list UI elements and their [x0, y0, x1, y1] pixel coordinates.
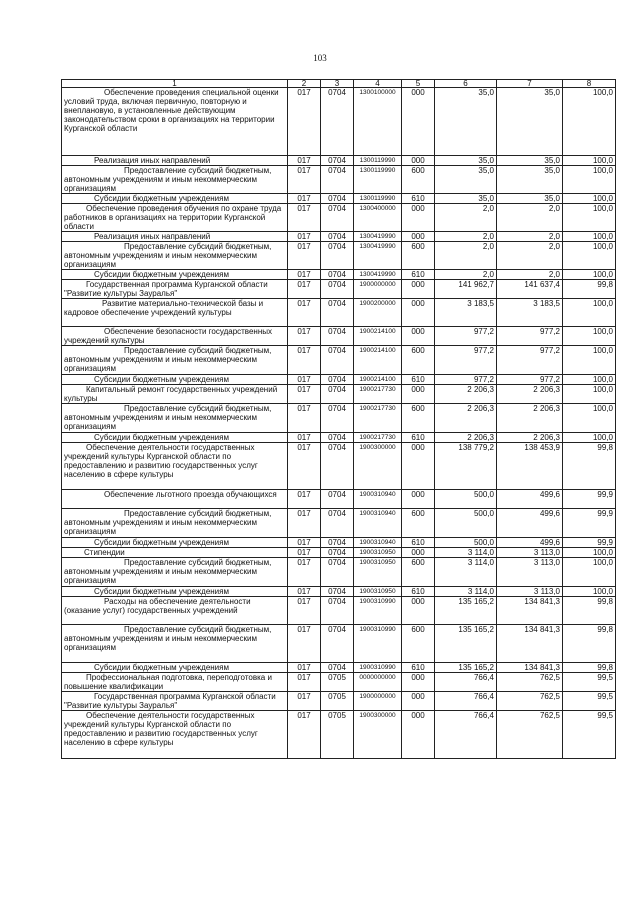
cell-c5: 000: [402, 232, 435, 242]
cell-c8: 100,0: [563, 346, 616, 375]
cell-c6: 141 962,7: [435, 280, 497, 299]
cell-c2: 017: [288, 673, 321, 692]
row-name: Обеспечение льготного проезда обучающихся: [62, 490, 288, 509]
cell-c5: 000: [402, 88, 435, 156]
table-row: [62, 404, 616, 433]
cell-c4: 1900310940: [354, 490, 402, 509]
cell-c4: 0000000000: [354, 673, 402, 692]
table-row: [62, 711, 616, 759]
cell-c7: 499,6: [497, 490, 563, 509]
cell-c8: 100,0: [563, 194, 616, 204]
cell-c7: 138 453,9: [497, 443, 563, 490]
cell-c2: 017: [288, 194, 321, 204]
row-name: Субсидии бюджетным учреждениям: [62, 194, 288, 204]
cell-c3: 0704: [321, 433, 354, 443]
cell-c3: 0704: [321, 548, 354, 558]
cell-c8: 100,0: [563, 327, 616, 346]
cell-c4: 1900310950: [354, 548, 402, 558]
cell-c6: 500,0: [435, 538, 497, 548]
table-row: [62, 663, 616, 673]
cell-c2: 017: [288, 587, 321, 597]
cell-c3: 0704: [321, 443, 354, 490]
cell-c5: 000: [402, 490, 435, 509]
cell-c8: 99,9: [563, 509, 616, 538]
cell-c6: 2,0: [435, 242, 497, 270]
row-name: Обеспечение проведения специальной оценки условий труда, включая первичную, повторную и внеплановую, в установленные действующим законодательством сроки в организациях на территории Курганской области: [62, 88, 288, 156]
table-row: [62, 232, 616, 242]
cell-c5: 610: [402, 433, 435, 443]
cell-c8: 99,5: [563, 711, 616, 759]
cell-c2: 017: [288, 490, 321, 509]
cell-c4: 1900200000: [354, 299, 402, 327]
cell-c4: 1300419990: [354, 242, 402, 270]
cell-c2: 017: [288, 166, 321, 194]
cell-c2: 017: [288, 625, 321, 663]
row-name: Субсидии бюджетным учреждениям: [62, 270, 288, 280]
cell-c7: 134 841,3: [497, 625, 563, 663]
cell-c6: 500,0: [435, 490, 497, 509]
cell-c4: 1300119990: [354, 166, 402, 194]
table-row: [62, 242, 616, 270]
table-row: [62, 509, 616, 538]
cell-c3: 0704: [321, 280, 354, 299]
cell-c3: 0704: [321, 270, 354, 280]
cell-c2: 017: [288, 270, 321, 280]
header-cell: 2: [288, 80, 321, 88]
cell-c8: 100,0: [563, 404, 616, 433]
table-row: [62, 558, 616, 587]
cell-c4: 1900310990: [354, 597, 402, 625]
cell-c7: 762,5: [497, 711, 563, 759]
cell-c4: 1900310950: [354, 558, 402, 587]
cell-c7: 3 113,0: [497, 587, 563, 597]
cell-c3: 0704: [321, 232, 354, 242]
cell-c4: 1300119990: [354, 156, 402, 166]
row-name: Обеспечение деятельности государственных учреждений культуры Курганской области по предоставлению и развитию государственных услуг населению в сфере культуры: [62, 443, 288, 490]
cell-c3: 0705: [321, 711, 354, 759]
cell-c7: 35,0: [497, 88, 563, 156]
table-row: [62, 166, 616, 194]
cell-c6: 35,0: [435, 194, 497, 204]
cell-c4: 1900310940: [354, 509, 402, 538]
cell-c4: 1900310950: [354, 587, 402, 597]
cell-c5: 000: [402, 673, 435, 692]
cell-c3: 0704: [321, 625, 354, 663]
cell-c6: 3 114,0: [435, 587, 497, 597]
cell-c4: 1900214100: [354, 346, 402, 375]
cell-c8: 100,0: [563, 232, 616, 242]
cell-c7: 2 206,3: [497, 385, 563, 404]
cell-c2: 017: [288, 548, 321, 558]
cell-c2: 017: [288, 204, 321, 232]
table-row: [62, 692, 616, 711]
cell-c2: 017: [288, 443, 321, 490]
cell-c6: 135 165,2: [435, 625, 497, 663]
cell-c5: 600: [402, 509, 435, 538]
row-name: Субсидии бюджетным учреждениям: [62, 538, 288, 548]
table-row: [62, 327, 616, 346]
row-name: Обеспечение деятельности государственных учреждений культуры Курганской области по предоставлению и развитию государственных услуг населению в сфере культуры: [62, 711, 288, 759]
cell-c5: 600: [402, 404, 435, 433]
row-name: Профессиональная подготовка, переподготовка и повышение квалификации: [62, 673, 288, 692]
cell-c2: 017: [288, 242, 321, 270]
row-name: Предоставление субсидий бюджетным, автономным учреждениям и иным некоммерческим организациям: [62, 166, 288, 194]
cell-c6: 2 206,3: [435, 433, 497, 443]
cell-c3: 0704: [321, 558, 354, 587]
cell-c3: 0704: [321, 194, 354, 204]
cell-c8: 99,8: [563, 443, 616, 490]
cell-c5: 600: [402, 242, 435, 270]
cell-c6: 977,2: [435, 346, 497, 375]
row-name: Государственная программа Курганской области "Развитие культуры Зауралья": [62, 692, 288, 711]
cell-c2: 017: [288, 663, 321, 673]
cell-c4: 1300119990: [354, 194, 402, 204]
cell-c8: 99,8: [563, 625, 616, 663]
cell-c7: 134 841,3: [497, 597, 563, 625]
cell-c6: 3 183,5: [435, 299, 497, 327]
table-row: [62, 548, 616, 558]
cell-c6: 2 206,3: [435, 404, 497, 433]
cell-c6: 135 165,2: [435, 663, 497, 673]
row-name: Предоставление субсидий бюджетным, автономным учреждениям и иным некоммерческим организациям: [62, 404, 288, 433]
row-name: Предоставление субсидий бюджетным, автономным учреждениям и иным некоммерческим организациям: [62, 509, 288, 538]
cell-c3: 0704: [321, 404, 354, 433]
cell-c2: 017: [288, 385, 321, 404]
cell-c4: 1300100000: [354, 88, 402, 156]
cell-c5: 000: [402, 385, 435, 404]
cell-c5: 600: [402, 166, 435, 194]
cell-c5: 000: [402, 204, 435, 232]
cell-c5: 610: [402, 587, 435, 597]
header-cell: 5: [402, 80, 435, 88]
cell-c8: 99,8: [563, 597, 616, 625]
cell-c5: 610: [402, 538, 435, 548]
cell-c6: 2,0: [435, 204, 497, 232]
header-cell: 1: [62, 80, 288, 88]
table-row: [62, 597, 616, 625]
cell-c4: 1900217730: [354, 433, 402, 443]
cell-c6: 135 165,2: [435, 597, 497, 625]
cell-c8: 100,0: [563, 375, 616, 385]
cell-c2: 017: [288, 711, 321, 759]
cell-c8: 100,0: [563, 558, 616, 587]
cell-c5: 000: [402, 711, 435, 759]
cell-c6: 35,0: [435, 156, 497, 166]
cell-c8: 100,0: [563, 548, 616, 558]
cell-c6: 766,4: [435, 673, 497, 692]
cell-c3: 0704: [321, 375, 354, 385]
cell-c6: 3 114,0: [435, 558, 497, 587]
cell-c3: 0704: [321, 242, 354, 270]
cell-c4: 1300419990: [354, 232, 402, 242]
cell-c6: 766,4: [435, 692, 497, 711]
cell-c8: 100,0: [563, 166, 616, 194]
cell-c8: 99,9: [563, 538, 616, 548]
cell-c6: 2,0: [435, 270, 497, 280]
table-header-row: [62, 80, 616, 88]
table-row: [62, 433, 616, 443]
cell-c5: 600: [402, 558, 435, 587]
row-name: Предоставление субсидий бюджетным, автономным учреждениям и иным некоммерческим организациям: [62, 346, 288, 375]
row-name: Субсидии бюджетным учреждениям: [62, 433, 288, 443]
cell-c2: 017: [288, 558, 321, 587]
cell-c8: 100,0: [563, 156, 616, 166]
cell-c5: 610: [402, 375, 435, 385]
cell-c5: 000: [402, 327, 435, 346]
cell-c2: 017: [288, 433, 321, 443]
header-cell: 6: [435, 80, 497, 88]
cell-c7: 2 206,3: [497, 433, 563, 443]
cell-c2: 017: [288, 597, 321, 625]
cell-c5: 600: [402, 625, 435, 663]
budget-table: [61, 79, 616, 759]
cell-c7: 977,2: [497, 346, 563, 375]
cell-c2: 017: [288, 692, 321, 711]
table-row: [62, 204, 616, 232]
cell-c8: 99,5: [563, 692, 616, 711]
cell-c2: 017: [288, 404, 321, 433]
cell-c5: 000: [402, 548, 435, 558]
cell-c3: 0704: [321, 663, 354, 673]
cell-c3: 0704: [321, 385, 354, 404]
cell-c7: 2,0: [497, 232, 563, 242]
cell-c7: 2,0: [497, 204, 563, 232]
cell-c5: 000: [402, 299, 435, 327]
table-row: [62, 443, 616, 490]
cell-c4: 1900214100: [354, 375, 402, 385]
row-name: Предоставление субсидий бюджетным, автономным учреждениям и иным некоммерческим организациям: [62, 242, 288, 270]
row-name: Государственная программа Курганской области "Развитие культуры Зауралья": [62, 280, 288, 299]
cell-c2: 017: [288, 509, 321, 538]
cell-c6: 977,2: [435, 327, 497, 346]
row-name: Субсидии бюджетным учреждениям: [62, 375, 288, 385]
cell-c4: 1900214100: [354, 327, 402, 346]
cell-c4: 1900300000: [354, 711, 402, 759]
cell-c3: 0705: [321, 673, 354, 692]
cell-c7: 3 113,0: [497, 558, 563, 587]
cell-c8: 100,0: [563, 204, 616, 232]
page-number: 103: [313, 53, 327, 63]
cell-c6: 766,4: [435, 711, 497, 759]
cell-c4: 1900217730: [354, 404, 402, 433]
cell-c3: 0704: [321, 88, 354, 156]
cell-c5: 000: [402, 280, 435, 299]
cell-c3: 0704: [321, 346, 354, 375]
cell-c4: 1900000000: [354, 692, 402, 711]
cell-c4: 1900310990: [354, 663, 402, 673]
cell-c7: 977,2: [497, 327, 563, 346]
cell-c8: 100,0: [563, 587, 616, 597]
row-name: Обеспечение безопасности государственных учреждений культуры: [62, 327, 288, 346]
cell-c5: 610: [402, 194, 435, 204]
cell-c7: 3 113,0: [497, 548, 563, 558]
row-name: Обеспечение проведения обучения по охране труда работников в организациях на территории Курганской области: [62, 204, 288, 232]
cell-c5: 610: [402, 270, 435, 280]
cell-c2: 017: [288, 375, 321, 385]
cell-c7: 499,6: [497, 538, 563, 548]
cell-c2: 017: [288, 232, 321, 242]
table-row: [62, 346, 616, 375]
cell-c8: 100,0: [563, 270, 616, 280]
cell-c6: 977,2: [435, 375, 497, 385]
header-cell: 4: [354, 80, 402, 88]
cell-c8: 99,9: [563, 490, 616, 509]
table-row: [62, 673, 616, 692]
cell-c7: 977,2: [497, 375, 563, 385]
cell-c3: 0704: [321, 204, 354, 232]
cell-c2: 017: [288, 88, 321, 156]
cell-c3: 0704: [321, 166, 354, 194]
cell-c3: 0704: [321, 327, 354, 346]
cell-c2: 017: [288, 156, 321, 166]
cell-c4: 1900300000: [354, 443, 402, 490]
cell-c8: 100,0: [563, 299, 616, 327]
row-name: Развитие материально-технической базы и кадровое обеспечение учреждений культуры: [62, 299, 288, 327]
cell-c7: 134 841,3: [497, 663, 563, 673]
cell-c7: 3 183,5: [497, 299, 563, 327]
cell-c7: 35,0: [497, 194, 563, 204]
table-row: [62, 194, 616, 204]
cell-c7: 762,5: [497, 673, 563, 692]
cell-c4: 1900310990: [354, 625, 402, 663]
row-name: Предоставление субсидий бюджетным, автономным учреждениям и иным некоммерческим организациям: [62, 558, 288, 587]
cell-c7: 2 206,3: [497, 404, 563, 433]
cell-c4: 1900217730: [354, 385, 402, 404]
cell-c5: 000: [402, 443, 435, 490]
table-row: [62, 156, 616, 166]
cell-c6: 138 779,2: [435, 443, 497, 490]
cell-c4: 1900000000: [354, 280, 402, 299]
cell-c5: 610: [402, 663, 435, 673]
cell-c5: 000: [402, 692, 435, 711]
cell-c7: 35,0: [497, 156, 563, 166]
cell-c8: 100,0: [563, 385, 616, 404]
cell-c6: 35,0: [435, 88, 497, 156]
table-row: [62, 375, 616, 385]
cell-c4: 1300400000: [354, 204, 402, 232]
table-row: [62, 625, 616, 663]
cell-c6: 2 206,3: [435, 385, 497, 404]
header-cell: 3: [321, 80, 354, 88]
table-row: [62, 299, 616, 327]
cell-c5: 000: [402, 597, 435, 625]
row-name: Расходы на обеспечение деятельности (оказание услуг) государственных учреждений: [62, 597, 288, 625]
cell-c2: 017: [288, 299, 321, 327]
cell-c3: 0704: [321, 490, 354, 509]
cell-c2: 017: [288, 538, 321, 548]
cell-c8: 99,5: [563, 673, 616, 692]
cell-c3: 0704: [321, 538, 354, 548]
cell-c3: 0705: [321, 692, 354, 711]
cell-c5: 600: [402, 346, 435, 375]
cell-c8: 100,0: [563, 88, 616, 156]
cell-c3: 0704: [321, 597, 354, 625]
row-name: Реализация иных направлений: [62, 156, 288, 166]
table-row: [62, 280, 616, 299]
cell-c7: 2,0: [497, 270, 563, 280]
header-cell: 8: [563, 80, 616, 88]
cell-c7: 141 637,4: [497, 280, 563, 299]
cell-c3: 0704: [321, 509, 354, 538]
cell-c6: 500,0: [435, 509, 497, 538]
table-row: [62, 490, 616, 509]
table-row: [62, 538, 616, 548]
cell-c7: 2,0: [497, 242, 563, 270]
row-name: Реализация иных направлений: [62, 232, 288, 242]
header-cell: 7: [497, 80, 563, 88]
cell-c8: 99,8: [563, 280, 616, 299]
row-name: Стипендии: [62, 548, 288, 558]
cell-c7: 35,0: [497, 166, 563, 194]
cell-c6: 3 114,0: [435, 548, 497, 558]
cell-c3: 0704: [321, 299, 354, 327]
cell-c3: 0704: [321, 587, 354, 597]
cell-c3: 0704: [321, 156, 354, 166]
cell-c8: 100,0: [563, 433, 616, 443]
cell-c8: 99,8: [563, 663, 616, 673]
table-row: [62, 270, 616, 280]
cell-c6: 35,0: [435, 166, 497, 194]
cell-c5: 000: [402, 156, 435, 166]
table-row: [62, 385, 616, 404]
cell-c2: 017: [288, 327, 321, 346]
table-row: [62, 587, 616, 597]
table-row: [62, 88, 616, 156]
cell-c2: 017: [288, 346, 321, 375]
row-name: Субсидии бюджетным учреждениям: [62, 663, 288, 673]
cell-c4: 1900310940: [354, 538, 402, 548]
cell-c8: 100,0: [563, 242, 616, 270]
cell-c7: 499,6: [497, 509, 563, 538]
cell-c2: 017: [288, 280, 321, 299]
cell-c7: 762,5: [497, 692, 563, 711]
cell-c6: 2,0: [435, 232, 497, 242]
row-name: Предоставление субсидий бюджетным, автономным учреждениям и иным некоммерческим организациям: [62, 625, 288, 663]
row-name: Капитальный ремонт государственных учреждений культуры: [62, 385, 288, 404]
cell-c4: 1300419990: [354, 270, 402, 280]
row-name: Субсидии бюджетным учреждениям: [62, 587, 288, 597]
